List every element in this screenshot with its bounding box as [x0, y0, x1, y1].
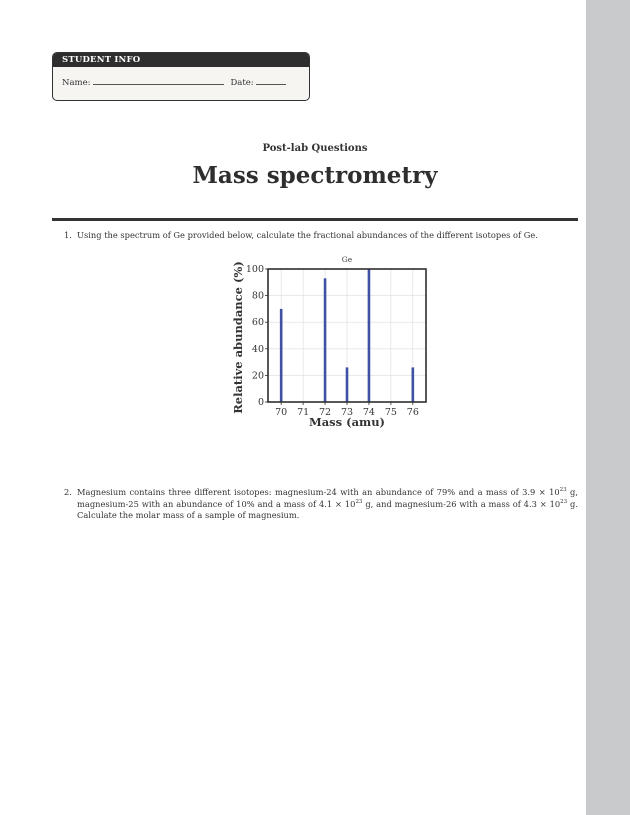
y-tick-label: 40 — [251, 343, 264, 355]
question-number: 2. — [64, 487, 72, 497]
x-tick-label: 75 — [384, 407, 397, 418]
student-info-header: STUDENT INFO — [53, 53, 309, 67]
x-tick-label: 70 — [275, 407, 288, 418]
question-1 — [64, 230, 564, 242]
x-tick-label: 76 — [406, 407, 419, 418]
x-tick-label: 72 — [319, 407, 332, 418]
student-info-row — [62, 75, 286, 88]
question-number: 1. — [64, 230, 72, 240]
y-tick-label: 100 — [245, 264, 264, 275]
bar-mass-74 — [368, 269, 371, 402]
question-text: Magnesium contains three different isotopes: magnesium-24 with an abundance of 79% and a mass of $3.9 \times 10^{23}$ g, magnesium-25 with an abundance of 10% and a mass of $4.1 \times 10^{23}$ g, and magnesium-26 with a mass of $4.3 \times 10^{23}$ g. Calculate the molar mass of a sample of magnesium. — [77, 487, 578, 520]
y-tick-label: 60 — [251, 317, 264, 329]
bar-mass-73 — [346, 367, 349, 402]
question-text: Using the spectrum of Ge provided below, calculate the fractional abundances of the different isotopes of Ge. — [77, 230, 538, 240]
bar-mass-72 — [324, 278, 327, 402]
x-tick-label: 71 — [297, 407, 310, 418]
section-subheading: Post-lab Questions — [262, 143, 368, 154]
page-side-strip — [586, 0, 630, 815]
date-label: Date: — [230, 78, 254, 88]
question-2 — [64, 487, 578, 522]
title-divider — [52, 218, 578, 221]
bar-mass-76 — [412, 367, 415, 402]
y-tick-label: 0 — [257, 397, 264, 408]
date-field[interactable] — [256, 75, 286, 85]
bar-mass-70 — [280, 309, 283, 402]
y-tick-label: 80 — [251, 290, 264, 302]
y-tick-label: 20 — [251, 370, 264, 382]
x-axis-label: Mass (amu) — [309, 415, 385, 429]
y-axis-label: Relative abundance (%) — [231, 261, 245, 414]
page-title: Mass spectrometry — [192, 162, 438, 189]
chart-svg — [225, 252, 435, 434]
chart-title: Ge — [341, 255, 353, 264]
x-tick-label: 74 — [362, 407, 375, 418]
student-info-box — [52, 52, 310, 101]
x-tick-label: 73 — [340, 407, 354, 418]
name-label: Name: — [62, 78, 91, 88]
ge-mass-spectrum-chart — [225, 252, 435, 434]
name-field[interactable] — [93, 75, 224, 85]
